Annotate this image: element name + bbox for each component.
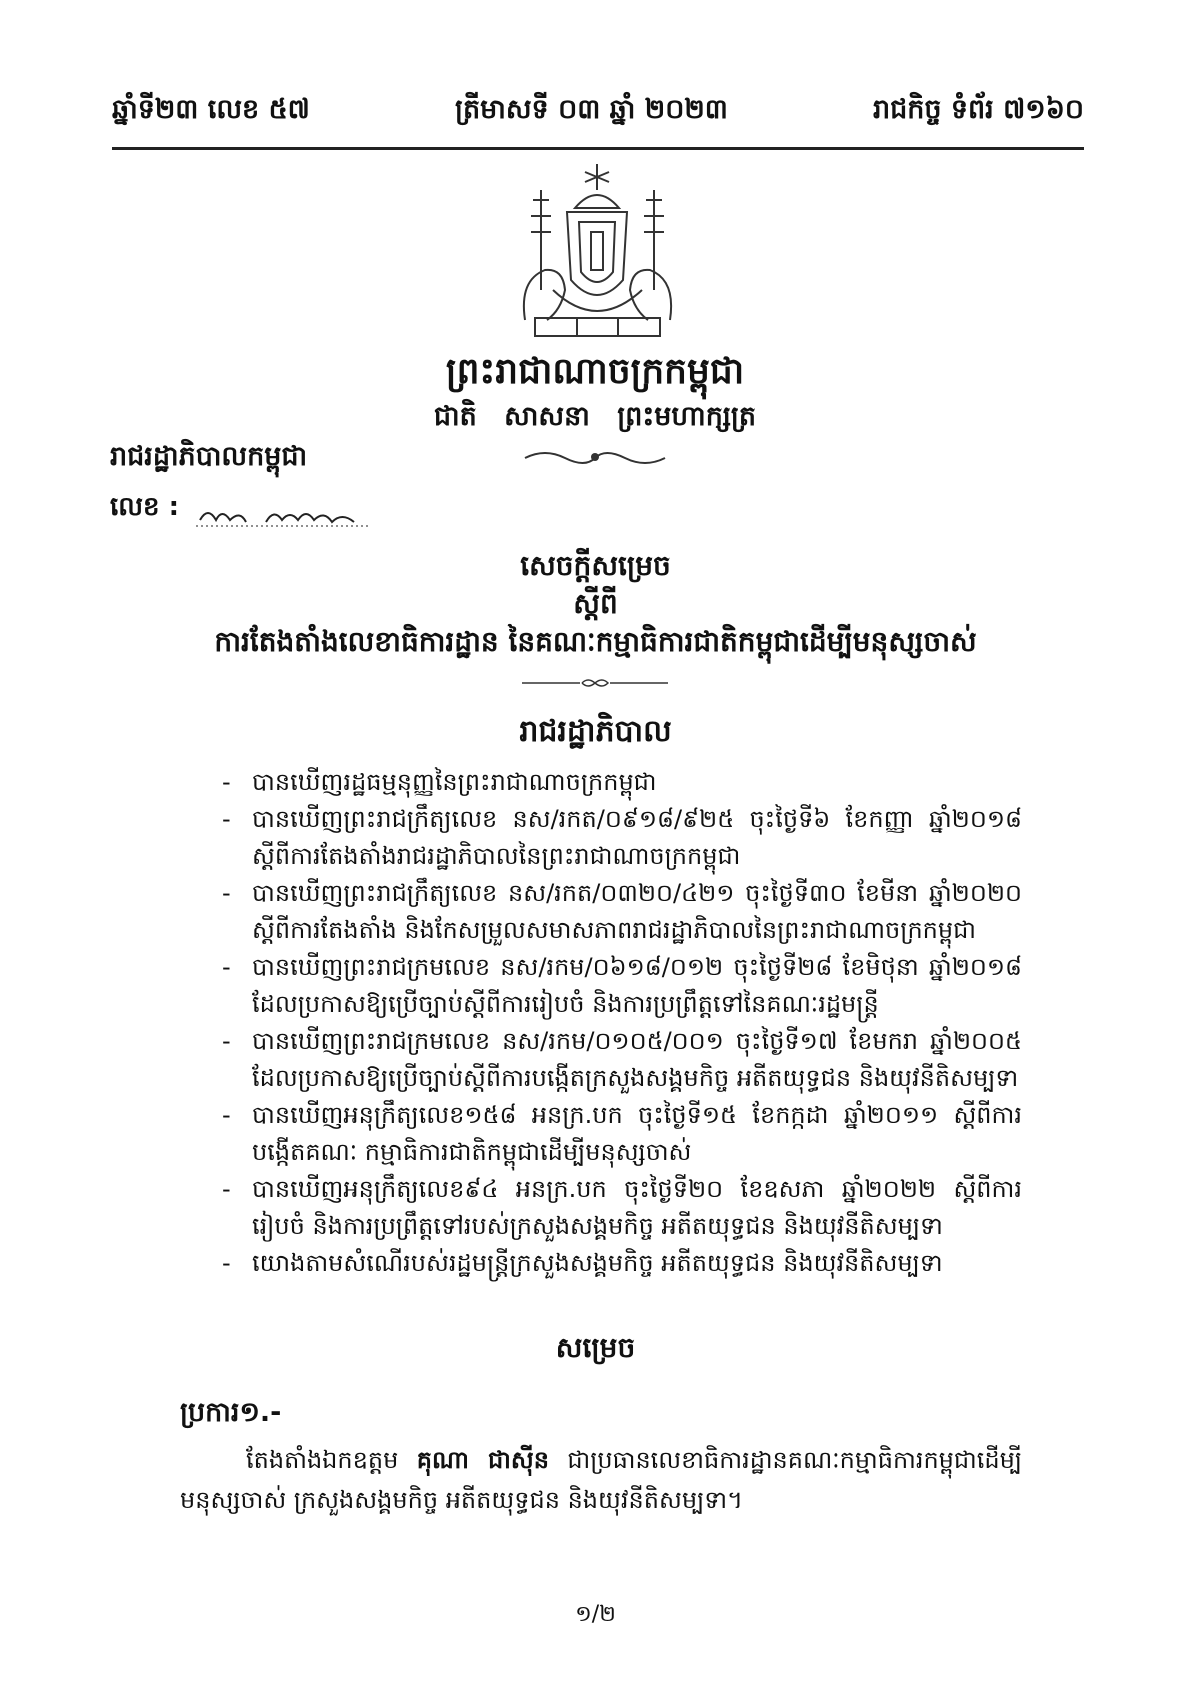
national-motto: ជាតិ សាសនា ព្រះមហាក្សត្រ bbox=[433, 401, 757, 432]
royal-coat-of-arms-icon bbox=[505, 160, 690, 345]
title-divider-icon bbox=[520, 676, 670, 690]
page-number: ១/២ bbox=[575, 1602, 616, 1627]
appointee-name: គុណា ជាស៊ីន bbox=[416, 1446, 549, 1474]
consideration-item: - បានឃើញព្រះរាជក្រឹត្យលេខ នស/រកត/០៩១៨/៩២៥ ចុះថ្ងៃទី៦ ខែកញ្ញា ឆ្នាំ២០១៨ ស្ដីពីការតែងតាំងរាជរដ្ឋាភិបាលនៃព្រះរាជាណាចក្រកម្ពុជា bbox=[222, 801, 1022, 875]
document-subject: ការតែងតាំងលេខាធិការដ្ឋាន នៃគណៈកម្មាធិការជាតិកម្ពុជាដើម្បីមនុស្សចាស់ bbox=[214, 625, 977, 658]
consideration-item: - បានឃើញអនុក្រឹត្យលេខ៩៤ អនក្រ.បក ចុះថ្ងៃទី២០ ខែឧសភា ឆ្នាំ២០២២ ស្ដីពីការរៀបចំ និងការប្រព្រឹត្តទៅរបស់ក្រសួងសង្គមកិច្ច អតីតយុទ្ធជន និងយុវនីតិសម្បទា bbox=[222, 1171, 1022, 1245]
decision-heading: សម្រេច bbox=[555, 1331, 636, 1364]
consideration-item: - បានឃើញព្រះរាជក្រមលេខ នស/រកម/០៦១៨/០១២ ចុះថ្ងៃទី២៨ ខែមិថុនា ឆ្នាំ២០១៨ ដែលប្រកាសឱ្យប្រើច្បាប់ស្ដីពីការរៀបចំ និងការប្រព្រឹត្តទៅនៃគណៈរដ្ឋមន្ត្រី bbox=[222, 949, 1022, 1023]
handwritten-number-signature bbox=[196, 502, 371, 528]
considerations-list bbox=[222, 764, 1022, 1282]
header-divider bbox=[112, 147, 1084, 150]
document-type: សេចក្ដីសម្រេច bbox=[520, 549, 671, 582]
kingdom-name: ព្រះរាជាណាចក្រកម្ពុជា bbox=[445, 351, 745, 392]
article-text-before: តែងតាំងឯកឧត្តម bbox=[246, 1446, 417, 1474]
document-number-label: លេខ : bbox=[110, 492, 179, 522]
article-1-text bbox=[180, 1440, 1022, 1520]
gazette-page: រាជកិច្ច ទំព័រ ៧១៦០ bbox=[872, 93, 1084, 125]
document-number bbox=[110, 490, 371, 528]
ornamental-divider-icon bbox=[520, 446, 670, 468]
consideration-item: - យោងតាមសំណើរបស់រដ្ឋមន្ត្រីក្រសួងសង្គមកិច្ច អតីតយុទ្ធជន និងយុវនីតិសម្បទា bbox=[222, 1245, 1022, 1282]
document-about: ស្ដីពី bbox=[573, 587, 618, 620]
government-name: រាជរដ្ឋាភិបាលកម្ពុជា bbox=[110, 441, 308, 472]
gazette-year-issue: ឆ្នាំទី២៣ លេខ ៥៧ bbox=[112, 93, 310, 125]
consideration-item: - បានឃើញព្រះរាជក្រមលេខ នស/រកម/០១០៥/០០១ ចុះថ្ងៃទី១៧ ខែមករា ឆ្នាំ២០០៥ ដែលប្រកាសឱ្យប្រើច្បាប់ស្ដីពីការបង្កើតក្រសួងសង្គមកិច្ច អតីតយុទ្ធជន និងយុវនីតិសម្បទា bbox=[222, 1023, 1022, 1097]
consideration-item: - បានឃើញព្រះរាជក្រឹត្យលេខ នស/រកត/០៣២០/៤២១ ចុះថ្ងៃទី៣០ ខែមីនា ឆ្នាំ២០២០ ស្ដីពីការតែងតាំង និងកែសម្រួលសមាសភាពរាជរដ្ឋាភិបាលនៃព្រះរាជាណាចក្រកម្ពុជា bbox=[222, 875, 1022, 949]
gazette-header bbox=[112, 86, 1084, 138]
issuing-authority: រាជរដ្ឋាភិបាល bbox=[519, 714, 672, 749]
article-text-after: ជាប្រធានលេខាធិការដ្ឋានគណៈកម្មាធិការកម្ពុជាដើម្បីមនុស្សចាស់ ក្រសួងសង្គមកិច្ច អតីតយុទ្ធជន និងយុវនីតិសម្បទា។ bbox=[180, 1446, 1022, 1514]
consideration-item: - បានឃើញអនុក្រឹត្យលេខ១៥៨ អនក្រ.បក ចុះថ្ងៃទី១៥ ខែកក្កដា ឆ្នាំ២០១១ ស្ដីពីការបង្កើតគណៈ កម្មាធិការជាតិកម្ពុជាដើម្បីមនុស្សចាស់ bbox=[222, 1097, 1022, 1171]
consideration-item: - បានឃើញរដ្ឋធម្មនុញ្ញនៃព្រះរាជាណាចក្រកម្ពុជា bbox=[222, 764, 1022, 801]
gazette-quarter: ត្រីមាសទី ០៣ ឆ្នាំ ២០២៣ bbox=[454, 93, 728, 125]
article-1-label: ប្រការ១.- bbox=[180, 1397, 282, 1428]
